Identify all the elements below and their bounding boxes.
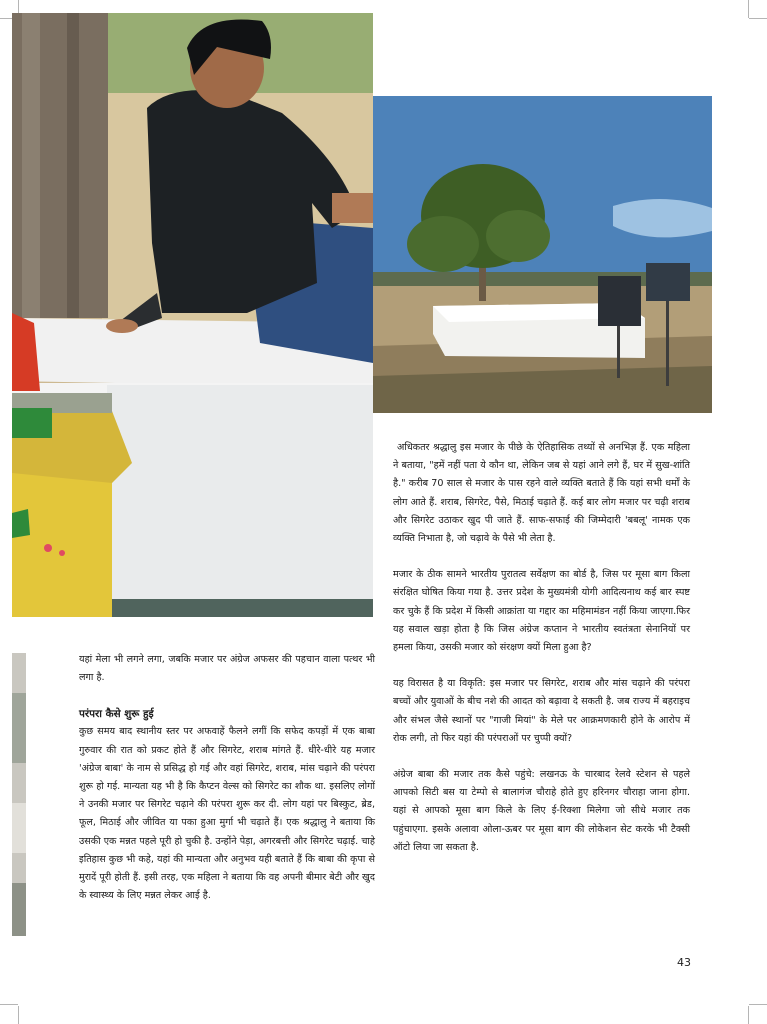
page-number: 43 — [677, 956, 691, 969]
left-intro-paragraph: यहां मेला भी लगने लगा, जबकि मजार पर अंग्रेज अफसर की पहचान वाला पत्थर भी लगा है. — [79, 654, 375, 684]
photo-man-on-grave — [12, 13, 373, 617]
crop-mark — [748, 0, 749, 18]
left-column — [79, 651, 375, 905]
crop-mark — [18, 1006, 19, 1024]
photo-edge-strip — [12, 653, 26, 936]
right-column — [393, 439, 690, 875]
left-body-paragraph: कुछ समय बाद स्थानीय स्तर पर अफवाहें फैलने लगीं कि सफेद कपड़ों में एक बाबा गुरुवार की रात को प्रकट होते हैं और सिगरेट, शराब मांगते हैं. धीरे-धीरे यह मजार 'अंग्रेज बाबा' के नाम से प्रसिद्ध हो गई और वहां सिगरेट, शराब, मांस चढ़ाने की परंपरा शुरू हो गई. मान्यता यह भी है कि कैप्टन वेल्स को सिगरेट का शौक था. इसलिए लोगों ने उनकी मजार पर सिगरेट चढ़ाने की परंपरा शुरू कर दी. लोग यहां पर बिस्कुट, ब्रेड, फूल, मिठाई और जीवित या पका हुआ मुर्गा भी चढ़ाते हैं। एक श्रद्धालु ने बताया कि उसकी एक मन्नत पहले पूरी हो चुकी है. उन्होंने पेड़ा, अगरबत्ती और सिगरेट चढ़ाई. चाहे इतिहास कुछ भी कहे, यहां की मान्यता और अनुभव यही बताते हैं कि बाबा की कृपा से मुरादें पूरी होती हैं. इसी तरह, एक महिला ने बताया कि वह अपनी बीमार बेटी और खुद के स्वास्थ्य के लिए मन्नत लेकर आई है. — [79, 726, 375, 902]
crop-mark — [749, 18, 767, 19]
crop-mark — [748, 1006, 749, 1024]
right-paragraph-3: यह विरासत है या विकृति: इस मजार पर सिगरेट, शराब और मांस चढ़ाने की परंपरा बच्चों और युवाओं के बीच नशे की आदत को बढ़ावा दे सकती है. जब राज्य में बहराइच और संभल जैसे स्थानों पर "गाजी मियां" के मेले पर आक्रमणकारी होने के आरोप में रोक लगी, तो फिर यहां की परंपराओं पर चुप्पी क्यों? — [393, 678, 690, 744]
crop-mark — [749, 1004, 767, 1005]
crop-mark — [0, 1004, 18, 1005]
right-paragraph-4: अंग्रेज बाबा की मजार तक कैसे पहुंचे: लखनऊ के चारबाद रेलवे स्टेशन से पहले आपको सिटी बस या टेम्पो से बालागंज चौराहे होते हुए हरिनगर चौराहा जाना होगा. यहां से आपको मूसा बाग किले के लिए ई-रिक्शा मिलेगा जो सीधे मजार तक पहुंचाएगा. इसके अलावा ओला-ऊबर पर मूसा बाग की लोकेशन सेट करके भी टैक्सी ऑटो लिया जा सकता है. — [393, 769, 690, 853]
section-heading: परंपरा कैसे शुरू हुई — [79, 708, 154, 721]
right-paragraph-2: मजार के ठीक सामने भारतीय पुरातत्व सर्वेक्षण का बोर्ड है, जिस पर मूसा बाग किला संरक्षित घोषित किया गया है. उत्तर प्रदेश के मुख्यमंत्री योगी आदित्यनाथ कई बार स्पष्ट कर चुके हैं कि प्रदेश में किसी आक्रांता या गद्दार का महिमामंडन नहीं किया जाएगा.फिर यह सवाल खड़ा होता है कि जिस अंग्रेज कप्तान ने भारतीय स्वतंत्रता सेनानियों पर हमला किया, उसकी मजार को संरक्षण क्यों मिला हुआ है? — [393, 569, 690, 654]
right-paragraph-1: अधिकतर श्रद्धालु इस मजार के पीछे के ऐतिहासिक तथ्यों से अनभिज्ञ हैं. एक महिला ने बताया, "हमें नहीं पता ये कौन था, लेकिन जब से यहां आने लगे हैं, घर में सुख-शांति है." करीब 70 साल से मजार के पास रहने वाले व्यक्ति बताते हैं कि यहां सभी धर्मों के लोग आते हैं. शराब, सिगरेट, पैसे, मिठाई चढ़ाते हैं. कई बार लोग मजार पर चढ़ी शराब और सिगरेट उठाकर खुद पी जाते हैं. साफ-सफाई की जिम्मेदारी 'बबलू' नामक एक व्यक्ति निभाता है, जो चढ़ावे के पैसे भी लेता है. — [393, 442, 690, 545]
photo-grave-tree-boards — [373, 96, 712, 413]
